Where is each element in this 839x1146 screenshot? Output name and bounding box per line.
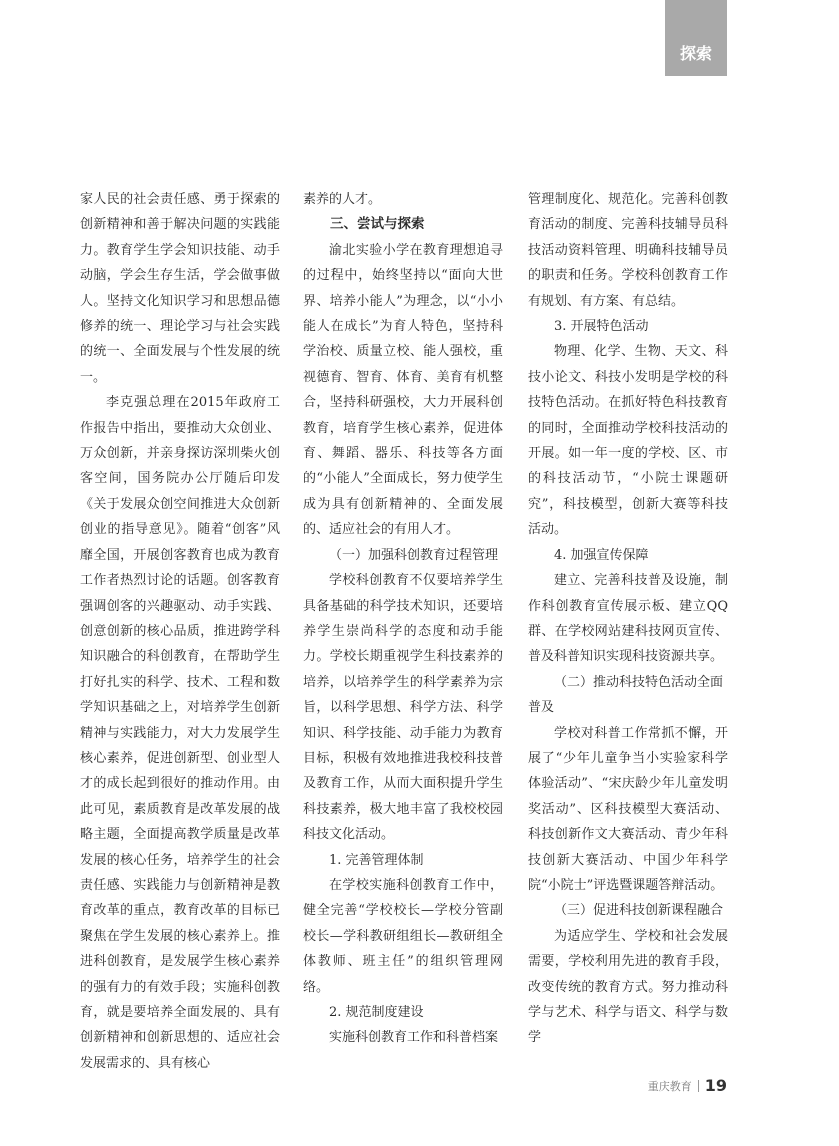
page-footer	[648, 1076, 727, 1095]
section-tab: 探索	[665, 0, 727, 76]
footer-divider	[698, 1080, 699, 1092]
paragraph: 物理、化学、生物、天文、科技小论文、科技小发明是学校的科技特色活动。在抓好特色科技教育的同时，全面推动学校科技活动的开展。如一年一度的学校、区、市的科技活动节，“小院士课题研究”，科技模型，创新大赛等科技活动。	[528, 344, 728, 538]
page-number: 19	[704, 1076, 727, 1095]
paragraph: 建立、完善科技普及设施，制作科创教育宣传展示板、建立QQ群、在学校网站建科技网页宣传、普及科普知识实现科技资源共享。	[528, 573, 728, 665]
paragraph: 管理制度化、规范化。完善科创教育活动的制度、完善科技辅导员科技活动资料管理、明确科技辅导员的职责和任务。学校科创教育工作有规划、有方案、有总结。	[528, 192, 728, 309]
paragraph: 实施科创教育工作和科普档案	[329, 1030, 499, 1046]
paragraph: 在学校实施科创教育工作中，健全完善“学校校长—学校分管副校长—学科教研组组长—教研组全体教师、班主任”的组织管理网络。	[303, 877, 503, 995]
paragraph: 为适应学生、学校和社会发展需要，学校利用先进的教育手段，改变传统的教育方式。努力推动科学与艺术、科学与语文、科学与数学	[528, 928, 728, 1046]
item-heading: 1. 完善管理体制	[329, 852, 424, 868]
journal-name: 重庆教育	[647, 1079, 692, 1093]
paragraph: 学校科创教育不仅要培养学生具备基础的科学技术知识，还要培养学生崇尚科学的态度和动手能力。学校长期重视学生科技素养的培养，以培养学生的科学素养为宗旨，以科学思想、科学方法、科学知识、科学技能、动手能力为教育目标，积极有效地推进我校科技普及教育工作，从而大面积提升学生科技素养，极大地丰富了我校校园科技文化活动。	[303, 573, 503, 843]
text-column-3	[528, 187, 728, 1051]
subsection-heading: （二）推动科技特色活动全面普及	[528, 674, 724, 716]
paragraph: 素养的人才。	[303, 192, 382, 207]
item-heading: 3. 开展特色活动	[554, 319, 649, 335]
text-column-1	[80, 187, 280, 1076]
text-column-2	[303, 187, 503, 1051]
item-heading: 2. 规范制度建设	[329, 1005, 424, 1020]
item-heading: 4. 加强宣传保障	[554, 547, 649, 563]
subsection-heading: （一）加强科创教育过程管理	[329, 547, 499, 563]
subsection-heading: （三）促进科技创新课程融合	[554, 903, 724, 919]
paragraph: 渝北实验小学在教育理想追寻的过程中，始终坚持以“面向大世界、培养小能人”为理念，以“小小能人在成长”为育人特色，坚持科学治校、质量立校、能人强校，重视德育、智育、体育、美育有机整合，坚持科研强校，大力开展科创教育，培育学生核心素养，促进体育、舞蹈、器乐、科技等各方面的“小能人”全面成长，努力使学生成为具有创新精神的、全面发展的、适应社会的有用人才。	[303, 242, 503, 538]
paragraph: 家人民的社会责任感、勇于探索的创新精神和善于解决问题的实践能力。教育学生学会知识技能、动手动脑，学会生存生活，学会做事做人。坚持文化知识学习和思想品德修养的统一、理论学习与社会实践的统一、全面发展与个性发展的统一。	[80, 192, 280, 385]
paragraph: 李克强总理在2015年政府工作报告中指出，要推动大众创业、万众创新，并亲身探访深圳柴火创客空间，国务院办公厅随后印发《关于发展众创空间推进大众创新创业的指导意见》。随着“创客”风靡全国，开展创客教育也成为教育工作者热烈讨论的话题。创客教育强调创客的兴趣驱动、动手实践、创意创新的核心品质，推进跨学科知识融合的科创教育，在帮助学生打好扎实的科学、技术、工程和数学知识基础之上，对培养学生创新精神与实践能力，对大力发展学生核心素养，促进创新型、创业型人才的成长起到很好的推动作用。由此可见，素质教育是改革发展的战略主题，全面提高教学质量是改革发展的核心任务，培养学生的社会责任感、实践能力与创新精神是教育改革的重点，教育改革的目标已聚焦在学生发展的核心素养上。推进科创教育，是发展学生核心素养的强有力的有效手段；实施科创教育，就是要培养全面发展的、具有创新精神和创新思想的、适应社会发展需求的、具有核心	[80, 395, 280, 1071]
section-heading: 三、尝试与探索	[330, 216, 425, 233]
paragraph: 学校对科普工作常抓不懈，开展了“少年儿童争当小实验家科学体验活动”、“宋庆龄少年儿童发明奖活动”、区科技模型大赛活动、科技创新作文大赛活动、青少年科技创新大赛活动、中国少年科学院“小院士”评选暨课题答辩活动。	[528, 725, 728, 893]
